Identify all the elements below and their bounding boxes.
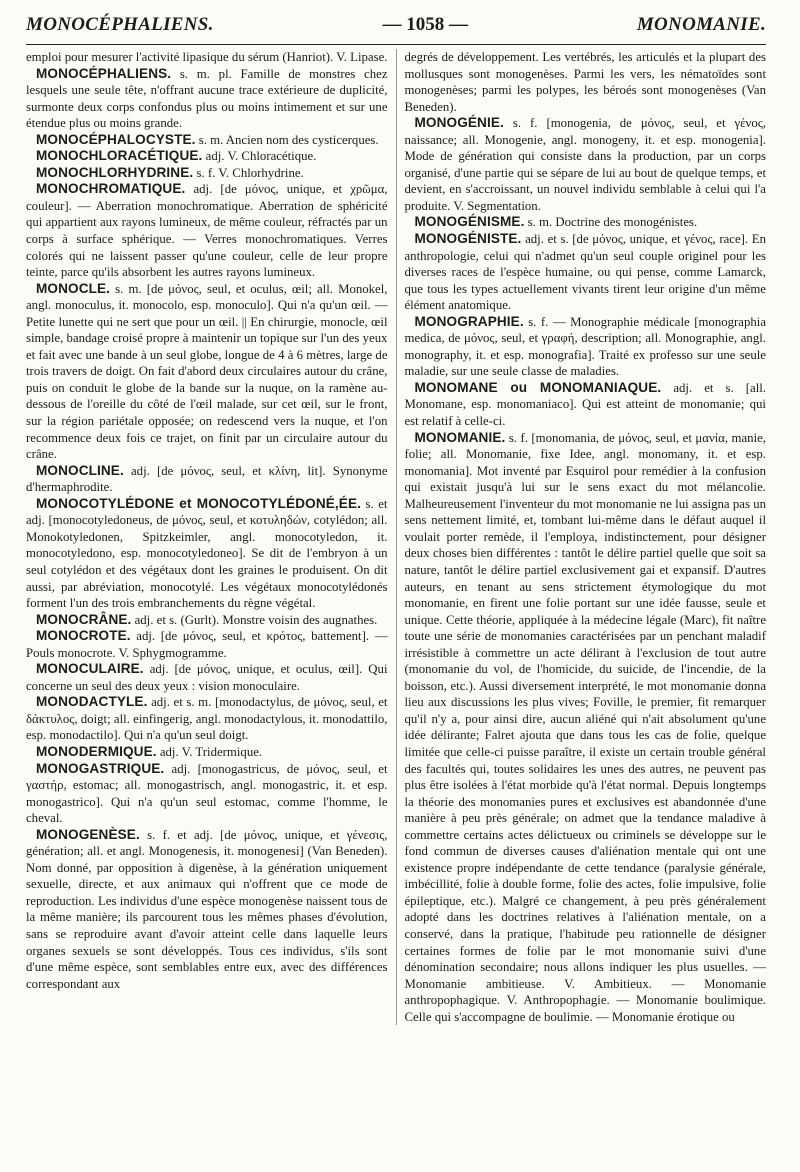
dictionary-entry (26, 165, 388, 182)
dictionary-entry (26, 181, 388, 280)
entry-headword: MONOCROTE. (36, 628, 131, 644)
entry-continuation (405, 49, 767, 115)
dictionary-entry (26, 612, 388, 629)
dictionary-entry (26, 66, 388, 132)
entry-definition: s. m. Doctrine des monogénistes. (524, 215, 698, 230)
right-column (396, 49, 767, 1025)
dictionary-entry (405, 380, 767, 430)
dictionary-entry (405, 231, 767, 314)
entry-headword: MONOCHROMATIQUE. (36, 181, 186, 197)
entry-definition: adj. et s. (Gurlt). Monstre voisin des augnathes. (131, 612, 378, 627)
entry-definition: adj. et s. [de μόνος, unique, et γένος, race]. En anthropologie, celui qui n'admet qu'un seul couple originel pour les diverses races de l'espèce humaine, ou qui pense, comme Lamarck, que tous les types actuellement vivants tirent leur origine d'un même élément anatomique. (404, 232, 766, 313)
entry-headword: MONOMANIE. (414, 429, 506, 445)
entry-headword: MONOGÉNISTE. (414, 231, 522, 247)
running-head-right: MONOMANIE. (636, 14, 766, 35)
dictionary-entry (26, 694, 388, 744)
dictionary-entry (26, 148, 388, 165)
entry-definition: s. f. [monomania, de μόνος, seul, et μανία, manie, folie; all. Monomanie, fixe Idee, angl. monomany, it. et esp. monomania]. Mot inventé par Esquirol pour remédier à la confusion qui existait jusqu'à lui sur le sens exact du mot mélancolie. Malheureusement l'inventeur du mot monomanie ne lui assigna pas un sens nettement limité, et, tombant lui-même dans le défaut auquel il voulait porter remède, il l'employa, indistinctement, pour désigner deux choses bien différentes : tantôt le délire partiel quelle que soit sa nature, tantôt le délire partiel exclusivement gai et expansif. D'autres auteurs, en tenant au sens strictement étymologique du mot monomanie, en firent une folie portant sur une idée fausse, seule et unique. Cette théorie, appliquée à la médecine légale (Marc), fit naître toute une série de monomanies caractérisées par un penchant maladif irrésistible à commettre un acte délirant à l'exclusion de tout autre (monomanie du vol, de l'homicide, du suicide, de l'incendie, de la boisson, etc.). Aussi diversement interprété, le mot monomanie donna lieu aux discussions les plus vives; Foville, le premier, fit remarquer qu'il n'y a, pour ainsi dire, aucun aliéné qui n'ait absolument qu'une idée délirante; Falret ajouta que dans tous les cas de folie, quelque limitée que celle-ci puisse paraître, il existe un certain trouble général des facultés qui, toutes solidaires les unes des autres, ne peuvent pas plus être isolées à l'état morbide qu'à l'état normal. Depuis longtemps la théorie des monomanies pures et exclusives est abandonnée d'une manière à peu près générale; on admet que la tendance maladive à commettre certains actes délictueux ou criminels se développe sur le fond commun de diverses causes d'aliénation mentale qui ont une existence propre indépendante de cette tendance (paralysie générale, imbécillité, folie à double forme, folie des actes, folie impulsive, folie épileptique, etc.). Malgré ce changement, à peu près généralement adopté dans les doctrines relatives à l'aliénation mentale, on a conservé, dans la pratique, l'habitude peu rationnelle de désigner certaines formes de folie par le mot monomanie suivi d'une dénomination secondaire; nous allons indiquer les plus usuelles. — Monomanie ambitieuse. V. Ambitieux. — Monomanie anthropophagique. V. Anthropophagie. — Monomanie boulimique. Celle qui s'accompagne de boulimie. — Monomanie érotique ou (404, 430, 766, 1024)
entry-headword: MONOGRAPHIE. (414, 313, 524, 329)
entry-headword: MONOGÉNIE. (414, 115, 504, 131)
dictionary-entry (26, 496, 388, 612)
running-head (26, 14, 766, 45)
dictionary-entry (26, 827, 388, 992)
dictionary-entry (26, 744, 388, 761)
entry-headword: MONOCRÂNE. (36, 611, 132, 627)
entry-headword: MONOCÉPHALOCYSTE. (36, 131, 196, 147)
dictionary-entry (26, 761, 388, 827)
text-columns (26, 49, 766, 1025)
entry-definition: adj. [de μόνος, seul, et κλίνη, lit]. Synonyme d'hermaphrodite. (26, 463, 388, 495)
entry-definition: s. f. et adj. [de μόνος, unique, et γένεσις, génération; all. et angl. Monogenesis, it. monogenesi] (Van Beneden). Nom donné, par opposition à digenèse, à la génération uniquement sexuelle, directe, et aux animaux qui n'offrent que ce mode de reproduction. Les individus d'une espèce monogenèse naissent tous de la même manière; ils parcourent tous les mêmes phases d'évolution, sans se reproduire avant d'avoir atteint celle dans laquelle leurs organes sexuels se sont développés. Tous ces individus, s'ils sont d'une même espèce, sont semblables entre eux, avec des différences correspondant aux (26, 827, 388, 991)
entry-headword: MONOCOTYLÉDONE et MONOCOTYLÉDONÉ,ÉE. (36, 495, 361, 511)
entry-definition: emploi pour mesurer l'activité lipasique du sérum (Hanriot). V. Lipase. (26, 50, 388, 64)
entry-definition: adj. [de μόνος, seul, et κρότος, battement]. — Pouls monocrote. V. Sphygmogramme. (26, 629, 388, 660)
entry-headword: MONOCLE. (36, 280, 111, 296)
entry-headword: MONOMANE ou MONOMANIAQUE. (414, 379, 662, 395)
entry-headword: MONOCHLORHYDRINE. (36, 164, 194, 180)
entry-headword: MONOCLINE. (36, 462, 124, 478)
entry-definition: adj. et s. [all. Monomane, esp. monomaniaco]. Qui est atteint de monomanie; qui est relatif à celle-ci. (404, 380, 766, 429)
entry-definition: s. f. — Monographie médicale [monographia medica, de μόνος, seul, et γραφή, description; all. Monographie, angl. monography, it. et esp. monografia]. Traité ex professo sur une seule maladie, sur une seule classe de maladies. (404, 314, 766, 379)
entry-definition: s. m. pl. Famille de monstres chez lesquels une seule tête, n'offrant aucune trace extérieure de duplicité, surmonte deux corps confondus plus ou moins intimement et sur une étendue plus ou moins grande. (26, 66, 388, 131)
entry-definition: s. m. Ancien nom des cysticerques. (195, 132, 379, 147)
entry-continuation (26, 49, 388, 66)
entry-headword: MONODERMIQUE. (36, 743, 157, 759)
dictionary-entry (26, 661, 388, 694)
entry-definition: adj. V. Tridermique. (156, 744, 263, 759)
dictionary-entry (405, 214, 767, 231)
entry-definition: adj. [monogastricus, de μόνος, seul, et γαστήρ, estomac; all. monogastrisch, angl. monogastric, it. et esp. monogastrico]. Qui n'a qu'un seul estomac, comme l'homme, le cheval. (26, 761, 388, 826)
entry-headword: MONOGASTRIQUE. (36, 760, 165, 776)
left-column (26, 49, 396, 1025)
entry-definition: s. f. [monogenia, de μόνος, seul, et γένος, naissance; all. Monogenie, angl. monogeny, it. et esp. monogenia]. Mode de génération qui consiste dans la production, par un corps organisé, d'une partie qui se sépare de lui au bout de quelque temps, et devient, en s'accroissant, un nouvel individu semblable à celui qui l'a produite. V. Segmentation. (404, 116, 766, 213)
running-head-left: MONOCÉPHALIENS. (26, 14, 214, 35)
dictionary-entry (26, 281, 388, 463)
entry-definition: s. m. [de μόνος, seul, et oculus, œil; all. Monokel, angl. monoculus, it. monocolo, esp. monoculo]. Qui n'a qu'un œil. — Petite lunette qui ne sert que pour un œil. || En chirurgie, monocle, œil simple, bandage croisé propre à maintenir un topique sur l'un des yeux et fait avec une bande à un seul globe, longue de 4 à 6 mètres, large de trois travers de doigt. On fait d'abord deux circulaires autour du crâne, puis on conduit le globe de la bande sur la nuque, on la ramène au-dessous de l'oreille du côté de l'œil malade, sur cet œil, sur le front, sur la région pariétale opposée; on redescend vers la nuque, et l'on recommence deux fois ce trajet, on finit par un circulaire autour du crâne. (26, 281, 388, 462)
entry-definition: adj. [de μόνος, unique, et χρῶμα, couleur]. — Aberration monochromatique. Aberration de sphéricité qui appartient aux rayons lumineux, de même couleur, réfractés par un corps à surface sphérique. — Verres monochromatiques. Verres colorés qui ne laissent passer qu'une couleur, celle de leur propre teinte, parce qu'ils absorbent les autres rayons lumineux. (26, 182, 388, 280)
entry-headword: MONOGENÈSE. (36, 826, 140, 842)
dictionary-entry (405, 314, 767, 380)
entry-definition: adj. V. Chloracétique. (202, 149, 317, 164)
entry-definition: adj. et s. m. [monodactylus, de μόνος, seul, et δάκτυλος, doigt; all. einfingerig, angl. monodactylous, it. monodattilo, esp. monodactilo]. Qui n'a qu'un seul doigt. (26, 695, 388, 743)
dictionary-entry (26, 132, 388, 149)
entry-definition: adj. [de μόνος, unique, et oculus, œil]. Qui concerne un seul des deux yeux : vision monoculaire. (26, 662, 388, 693)
entry-headword: MONOCHLORACÉTIQUE. (36, 148, 203, 164)
dictionary-entry (405, 115, 767, 214)
entry-headword: MONODACTYLE. (36, 694, 148, 710)
entry-headword: MONOGÉNISME. (414, 214, 525, 230)
page-number: — 1058 — (382, 14, 468, 35)
dictionary-entry (26, 628, 388, 661)
entry-headword: MONOCÉPHALIENS. (36, 65, 172, 81)
dictionary-entry (405, 430, 767, 1026)
entry-headword: MONOCULAIRE. (36, 661, 144, 677)
dictionary-entry (26, 463, 388, 496)
entry-definition: degrés de développement. Les vertébrés, les articulés et la plupart des mollusques sont monogenèses. Parmi les vers, les nématoïdes sont monogenèses; parmi les polypes, les béroés sont monogenèses (Van Beneden). (404, 50, 766, 114)
entry-definition: s. et adj. [monocotyledoneus, de μόνος, seul, et κοτυληδών, cotylédon; all. Monokotyledonen, Spitzkeimler, angl. monocotyledon, it. monocotyledono, esp. monocotyledoneo]. Se dit de l'embryon à un seul cotylédon et des végétaux dont les graines le produisent. On dit aussi, par abréviation, monocotylé. Les végétaux monocotylédonés forment l'un des trois embranchements du règne végétal. (26, 496, 388, 611)
entry-definition: s. f. V. Chlorhydrine. (193, 165, 304, 180)
